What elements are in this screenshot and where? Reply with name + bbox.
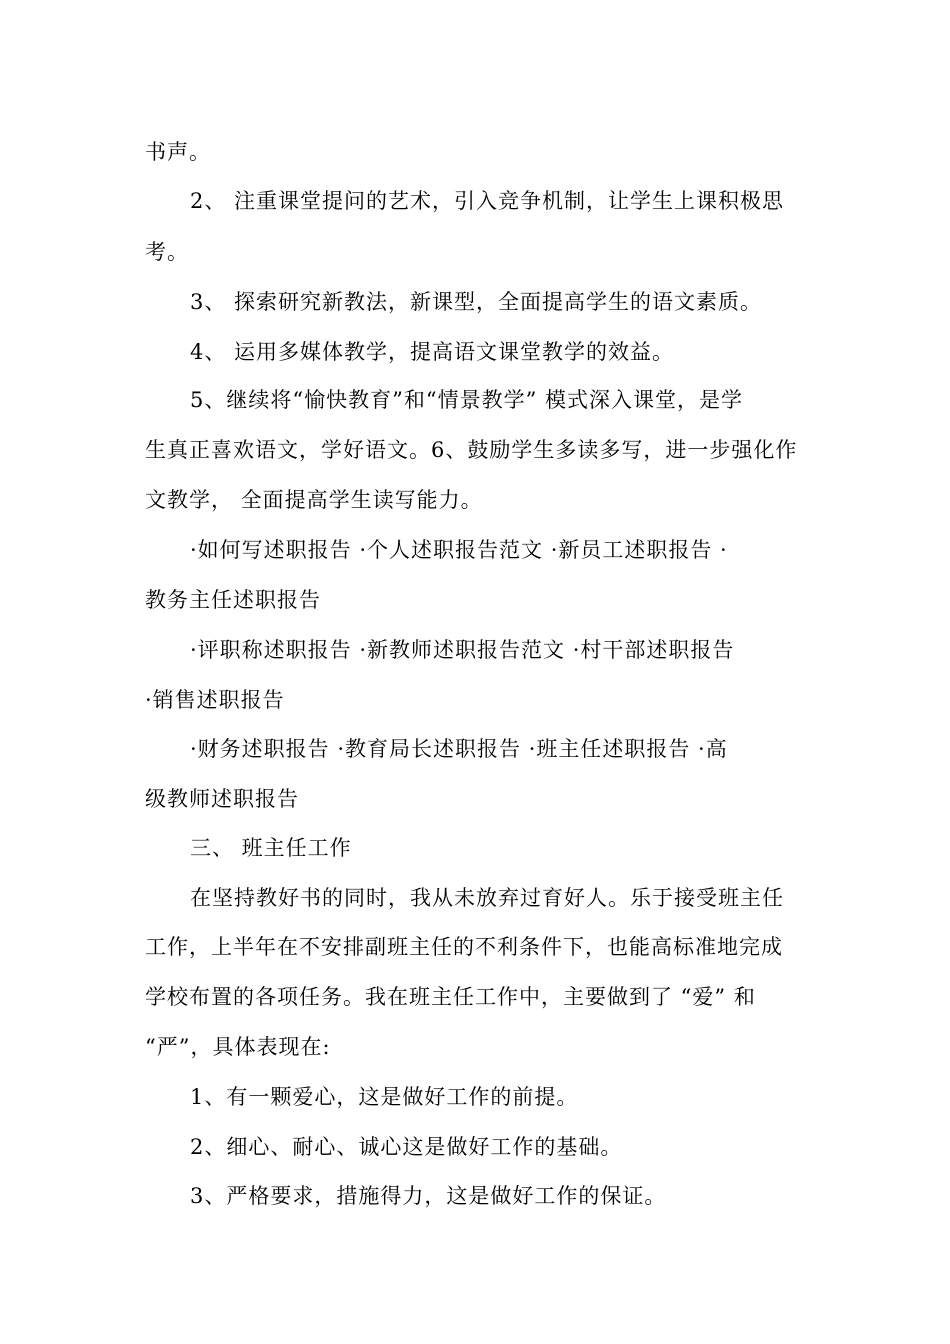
text-line: 3、 探索研究新教法，新课型，全面提高学生的语文素质。 (190, 290, 763, 314)
text-line: 3、严格要求，措施得力，这是做好工作的保证。 (190, 1184, 667, 1208)
text-line: ·财务述职报告 ·教育局长述职报告 ·班主任述职报告 ·高 (190, 737, 728, 761)
text-line: 1、有一颗爱心，这是做好工作的前提。 (190, 1085, 579, 1109)
text-line: ·如何写述职报告 ·个人述职报告范文 ·新员工述职报告 · (190, 538, 728, 562)
text-line: 学校布置的各项任务。我在班主任工作中，主要做到了 “爱” 和 (145, 985, 756, 1009)
text-line: 生真正喜欢语文，学好语文。6、鼓励学生多读多写，进一步强化作 (145, 438, 798, 462)
text-line: ·评职称述职报告 ·新教师述职报告范文 ·村干部述职报告 (190, 638, 735, 662)
text-line: 教务主任述职报告 (145, 588, 321, 612)
text-line: 书声。 (145, 140, 211, 164)
text-line: 在坚持教好书的同时，我从未放弃过育好人。乐于接受班主任 (190, 886, 784, 910)
text-line: 4、 运用多媒体教学，提高语文课堂教学的效益。 (190, 340, 675, 364)
text-line: 2、 注重课堂提问的艺术，引入竞争机制，让学生上课积极思 (190, 189, 785, 213)
text-line: 考。 (145, 240, 189, 264)
text-line: 5、继续将“愉快教育”和“情景教学” 模式深入课堂，是学 (190, 388, 743, 412)
section-heading: 三、 班主任工作 (190, 836, 352, 860)
text-line: 工作，上半年在不安排副班主任的不利条件下，也能高标准地完成 (145, 935, 783, 959)
text-line: “严”，具体表现在: (145, 1035, 331, 1059)
text-line: 文教学， 全面提高学生读写能力。 (145, 488, 483, 512)
text-line: ·销售述职报告 (145, 688, 285, 712)
text-line: 2、细心、耐心、诚心这是做好工作的基础。 (190, 1135, 623, 1159)
text-line: 级教师述职报告 (145, 787, 299, 811)
